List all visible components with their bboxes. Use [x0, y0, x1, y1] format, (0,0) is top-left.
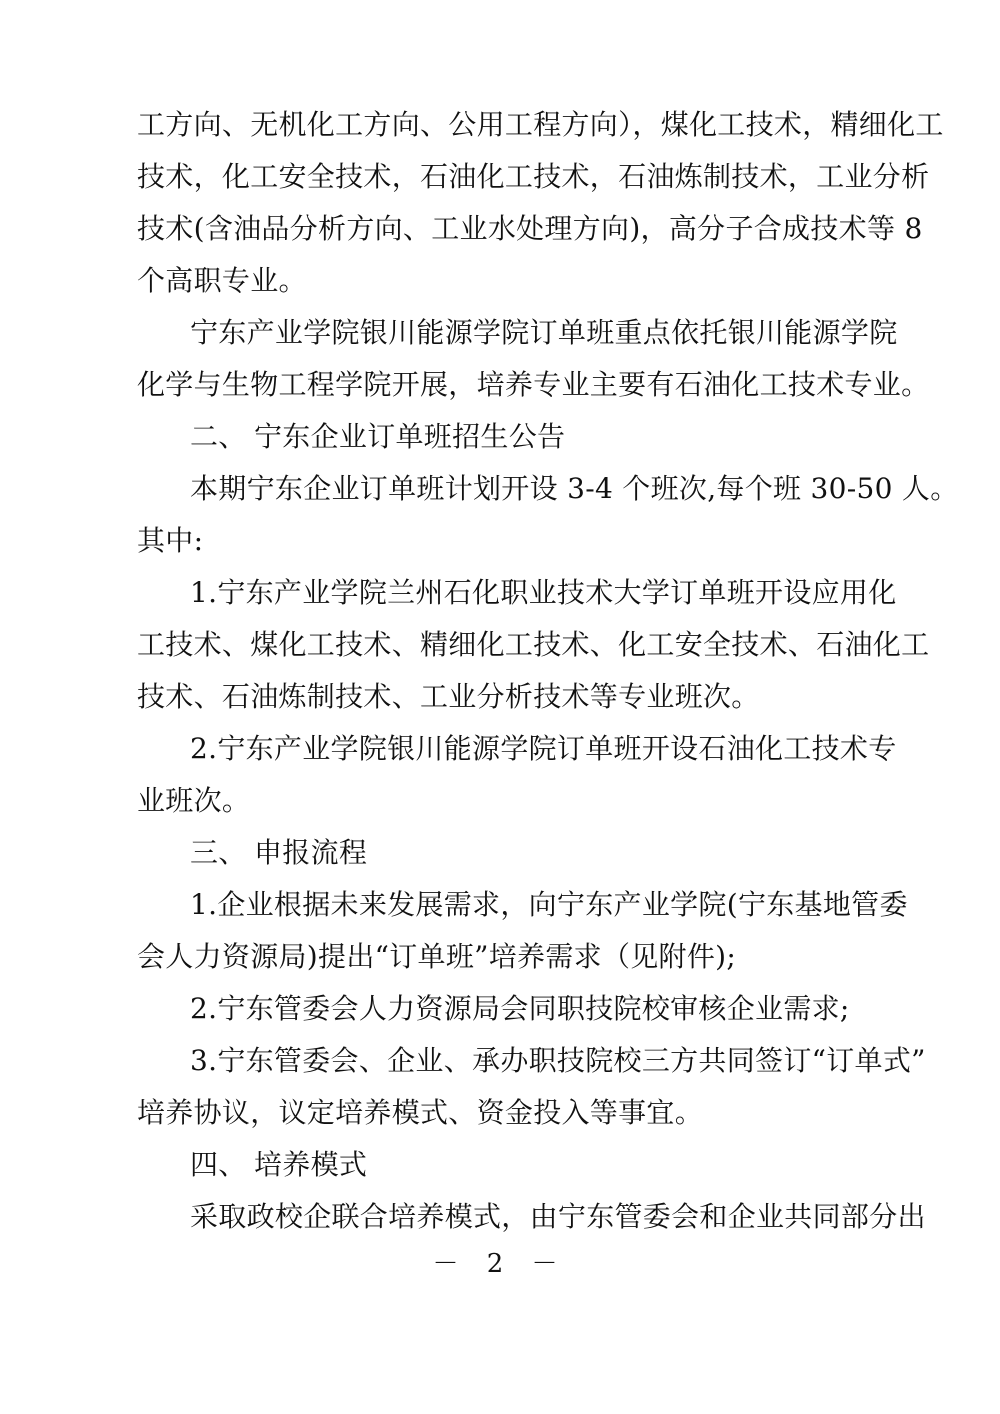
paragraph-line: 宁东产业学院银川能源学院订单班重点依托银川能源学院 [190, 316, 898, 349]
paragraph-line: 工方向、无机化工方向、公用工程方向），煤化工技术，精细化工 [137, 108, 944, 141]
paragraph-line: 本期宁东企业订单班计划开设 3-4 个班次,每个班 30-50 人。 [190, 472, 959, 505]
paragraph-line: 2.宁东产业学院银川能源学院订单班开设石油化工技术专 [190, 732, 897, 765]
paragraph-line: 2.宁东管委会人力资源局会同职技院校审核企业需求; [190, 992, 850, 1025]
paragraph-line: 工技术、煤化工技术、精细化工技术、化工安全技术、石油化工 [137, 628, 930, 661]
paragraph-line: 技术、石油炼制技术、工业分析技术等专业班次。 [137, 680, 760, 713]
paragraph-line: 技术，化工安全技术，石油化工技术，石油炼制技术，工业分析 [137, 160, 930, 193]
section-title: 培养模式 [254, 1148, 368, 1181]
paragraph-line: 化学与生物工程学院开展，培养专业主要有石油化工技术专业。 [137, 368, 930, 401]
paragraph-line: 其中: [137, 524, 204, 557]
section-heading-2 [0, 417, 1000, 457]
section-heading-3 [0, 833, 1000, 873]
paragraph-line: 个高职专业。 [137, 264, 307, 297]
section-number: 四、 [190, 1148, 247, 1181]
paragraph-line: 培养协议，议定培养模式、资金投入等事宜。 [137, 1096, 704, 1129]
section-title: 申报流程 [254, 836, 368, 869]
paragraph-line: 3.宁东管委会、企业、承办职技院校三方共同签订“订单式” [190, 1044, 926, 1077]
section-heading-4 [0, 1145, 1000, 1185]
section-number: 三、 [190, 836, 247, 869]
paragraph-line: 技术(含油品分析方向、工业水处理方向)，高分子合成技术等 8 [137, 212, 923, 245]
page-number: － 2 － [432, 1249, 568, 1279]
paragraph-line: 1.企业根据未来发展需求，向宁东产业学院(宁东基地管委 [190, 888, 908, 921]
paragraph-line: 会人力资源局)提出“订单班”培养需求（见附件); [137, 940, 737, 973]
section-number: 二、 [190, 420, 247, 453]
section-title: 宁东企业订单班招生公告 [254, 420, 566, 453]
paragraph-line: 业班次。 [137, 784, 251, 817]
paragraph-line: 1.宁东产业学院兰州石化职业技术大学订单班开设应用化 [190, 576, 897, 609]
paragraph-line: 采取政校企联合培养模式，由宁东管委会和企业共同部分出 [190, 1200, 926, 1233]
